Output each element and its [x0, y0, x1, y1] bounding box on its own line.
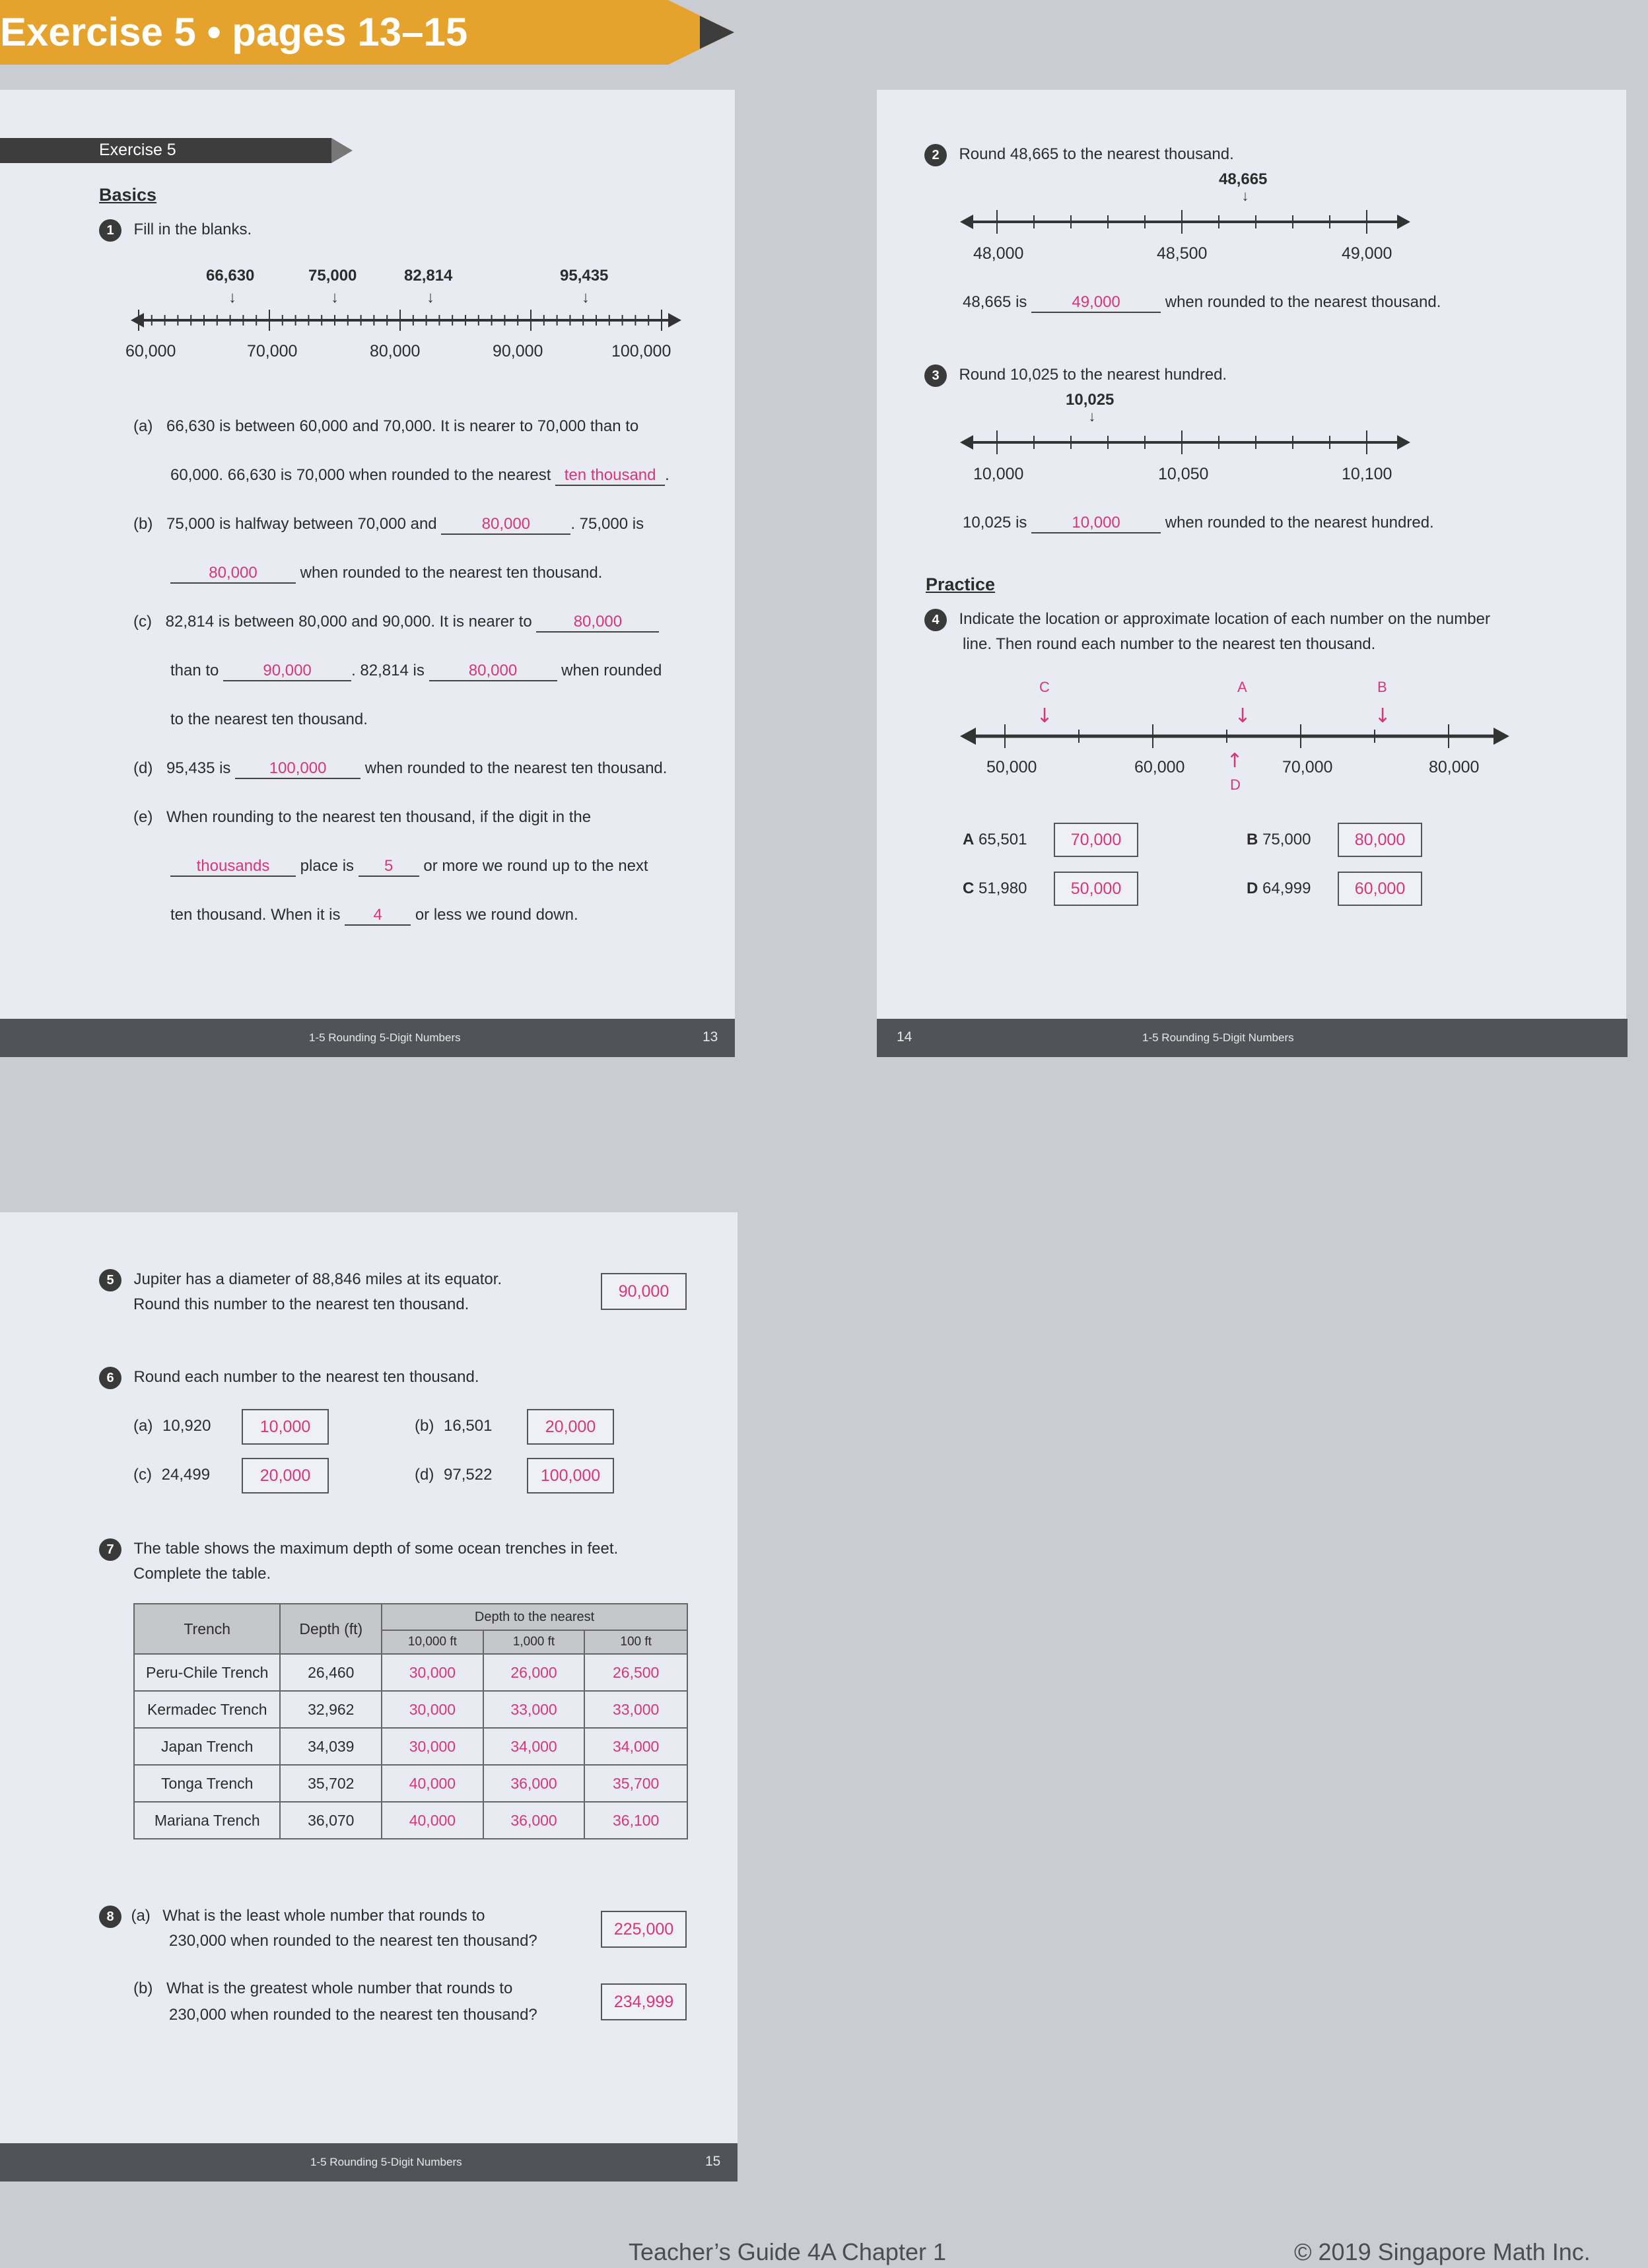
q4-letter-a: A [1237, 679, 1247, 695]
q6-item-a-value: 10,920 [162, 1417, 211, 1435]
q3-pre: 10,025 is [963, 514, 1027, 532]
footer-title: 1-5 Rounding 5-Digit Numbers [309, 1031, 461, 1044]
q6-item-c-label: (c) [133, 1466, 152, 1484]
trench-depth: 32,962 [280, 1691, 382, 1728]
q2-number: 2 [924, 144, 947, 166]
svg-text:↓: ↓ [1088, 412, 1096, 425]
q1a-line2-row [170, 466, 670, 486]
q4-item-a-letter: A [963, 831, 975, 848]
depth-10000: 30,000 [382, 1691, 483, 1728]
q1e-answer-2: 5 [359, 857, 419, 877]
q6-item-a-label: (a) [133, 1417, 153, 1435]
svg-text:↓: ↓ [1374, 704, 1391, 728]
q4-item-d-letter: D [1247, 879, 1258, 897]
trench-name: Kermadec Trench [134, 1691, 280, 1728]
header-depth: Depth (ft) [280, 1604, 382, 1654]
q4-header [924, 609, 1490, 631]
q7-line1: The table shows the maximum depth of some ocean trenches in feet. [133, 1540, 619, 1558]
q1e-line2 [170, 857, 648, 877]
table-row [134, 1802, 687, 1839]
q4-ticklabel-0: 50,000 [986, 758, 1037, 776]
q1e-mid: place is [300, 857, 355, 875]
header-1000: 1,000 ft [483, 1630, 585, 1654]
q1a-line2: 60,000. 66,630 is 70,000 when rounded to the nearest [170, 466, 551, 484]
q1-header [99, 219, 252, 242]
q6-item-b [415, 1417, 492, 1435]
q1a-end: . [665, 466, 670, 484]
header-trench: Trench [134, 1604, 280, 1654]
q1c-label: (c) [133, 613, 152, 631]
table-row [134, 1728, 687, 1765]
q2-answer: 49,000 [1031, 293, 1161, 313]
q4-letter-c: C [1039, 679, 1050, 695]
q4-letter-b: B [1377, 679, 1387, 695]
q2-ticklabel-0: 48,000 [973, 244, 1024, 263]
q1e-pre3: ten thousand. When it is [170, 906, 341, 924]
q4-item-c-value: 51,980 [978, 879, 1027, 897]
page-14-footer [877, 1019, 1628, 1057]
q6-prompt: Round each number to the nearest ten thousand. [133, 1368, 479, 1386]
q4-item-b-answer: 80,000 [1338, 823, 1422, 857]
q1b-answer-2: 80,000 [170, 564, 296, 584]
guide-caption: Teacher’s Guide 4A Chapter 1 [629, 2238, 946, 2265]
q1e [133, 808, 591, 827]
page-number: 15 [705, 2154, 721, 2169]
q1c-than: than to [170, 662, 219, 679]
q1-ticklabel-1: 70,000 [247, 342, 298, 361]
page-number: 14 [897, 1029, 912, 1045]
down-arrow-icon: ↓ [331, 289, 339, 306]
svg-text:↓: ↓ [1234, 704, 1251, 728]
depth-100: 35,700 [584, 1765, 687, 1802]
q1c-answer-1: 80,000 [536, 613, 659, 633]
footer-title: 1-5 Rounding 5-Digit Numbers [310, 2156, 462, 2168]
q1e-post: or more we round up to the next [423, 857, 648, 875]
q1-ticklabel-3: 90,000 [493, 342, 543, 361]
depth-1000: 36,000 [483, 1765, 585, 1802]
q1b-post2: when rounded to the nearest ten thousand. [300, 564, 603, 582]
q1-prompt: Fill in the blanks. [133, 221, 252, 238]
exercise-tab-label: Exercise 5 [99, 141, 176, 159]
copyright: © 2019 Singapore Math Inc. [1294, 2238, 1591, 2265]
q8a-line2: 230,000 when rounded to the nearest ten thousand? [169, 1932, 537, 1950]
depth-1000: 33,000 [483, 1691, 585, 1728]
q1-ticklabel-4: 100,000 [611, 342, 671, 361]
depth-10000: 30,000 [382, 1728, 483, 1765]
q1d-pre: 95,435 is [166, 759, 231, 777]
number-line-q3 [957, 412, 1413, 471]
q4-item-a [963, 831, 1027, 849]
q3-prompt: Round 10,025 to the nearest hundred. [959, 366, 1227, 384]
depth-1000: 26,000 [483, 1654, 585, 1691]
q8b [133, 1979, 512, 1998]
trench-depth: 34,039 [280, 1728, 382, 1765]
section-practice: Practice [926, 574, 996, 594]
q8-number: 8 [99, 1906, 121, 1928]
q4-ticklabel-1: 60,000 [1134, 758, 1185, 776]
header-10000: 10,000 ft [382, 1630, 483, 1654]
q6-item-d [415, 1466, 492, 1484]
q2-ticklabel-1: 48,500 [1157, 244, 1208, 263]
q1e-line1: When rounding to the nearest ten thousand, if the digit in the [166, 808, 592, 826]
q6-item-c-answer: 20,000 [242, 1458, 329, 1494]
q2-header [924, 144, 1234, 166]
q3-ticklabel-1: 10,050 [1158, 465, 1209, 483]
q4-item-b [1247, 831, 1311, 849]
q7-header [99, 1538, 618, 1561]
q1a [133, 417, 638, 436]
trench-name: Mariana Trench [134, 1802, 280, 1839]
q3-post: when rounded to the nearest hundred. [1165, 514, 1434, 532]
q1e-label: (e) [133, 808, 153, 826]
number-line-q2 [957, 191, 1413, 251]
section-basics: Basics [99, 185, 157, 205]
q1-mark-3: 95,435 [560, 267, 609, 285]
depth-100: 26,500 [584, 1654, 687, 1691]
q6-item-d-label: (d) [415, 1466, 434, 1484]
q1b-pre: 75,000 is halfway between 70,000 and [166, 515, 437, 533]
q4-item-c-letter: C [963, 879, 975, 897]
q6-item-c-value: 24,499 [161, 1466, 211, 1484]
q4-item-d [1247, 879, 1311, 898]
q1c-answer-3: 80,000 [429, 662, 557, 681]
q1-ticklabel-2: 80,000 [370, 342, 421, 361]
q5-line2: Round this number to the nearest ten thousand. [133, 1295, 469, 1313]
svg-text:↓: ↓ [1241, 191, 1249, 204]
q5-line1: Jupiter has a diameter of 88,846 miles at its equator. [133, 1270, 502, 1288]
q6-number: 6 [99, 1367, 121, 1389]
q6-item-b-value: 16,501 [444, 1417, 493, 1435]
svg-text:↑: ↑ [1226, 749, 1243, 773]
pencil-tip-icon [700, 16, 734, 49]
q1c-answer-2: 90,000 [223, 662, 351, 681]
q1e-answer-3: 4 [345, 906, 411, 926]
header-100: 100 ft [584, 1630, 687, 1654]
header-nearest: Depth to the nearest [382, 1604, 687, 1630]
down-arrow-icon: ↓ [427, 289, 434, 306]
depth-10000: 30,000 [382, 1654, 483, 1691]
q8b-line1: What is the greatest whole number that rounds to [166, 1979, 513, 1997]
q1d-label: (d) [133, 759, 153, 777]
q3-ticklabel-2: 10,100 [1342, 465, 1392, 483]
trench-depth: 26,460 [280, 1654, 382, 1691]
trench-table [133, 1603, 688, 1839]
page-15-footer [0, 2143, 738, 2182]
q1b-line2 [170, 564, 602, 584]
q5-header [99, 1269, 502, 1291]
q1c-line3: to the nearest ten thousand. [170, 710, 368, 728]
exercise-tab-arrow [331, 138, 353, 163]
table-row [134, 1765, 687, 1802]
q1d-post: when rounded to the nearest ten thousand. [364, 759, 668, 777]
q1b-post: . 75,000 is [570, 515, 644, 533]
down-arrow-icon: ↓ [582, 289, 590, 306]
q2-answer-row [963, 293, 1441, 313]
q2-post: when rounded to the nearest thousand. [1165, 293, 1441, 311]
q1a-label: (a) [133, 417, 153, 435]
depth-1000: 36,000 [483, 1802, 585, 1839]
q3-answer-row [963, 514, 1434, 533]
q4-item-c-answer: 50,000 [1054, 872, 1138, 906]
q4-item-b-letter: B [1247, 831, 1258, 848]
footer-title: 1-5 Rounding 5-Digit Numbers [1142, 1031, 1294, 1044]
q6-item-d-value: 97,522 [444, 1466, 493, 1484]
q4-number: 4 [924, 609, 947, 631]
q2-prompt: Round 48,665 to the nearest thousand. [959, 145, 1234, 163]
depth-100: 33,000 [584, 1691, 687, 1728]
q4-item-d-answer: 60,000 [1338, 872, 1422, 906]
depth-1000: 34,000 [483, 1728, 585, 1765]
q1a-line1: 66,630 is between 60,000 and 70,000. It is nearer to 70,000 than to [166, 417, 639, 435]
q4-line1: Indicate the location or approximate location of each number on the number [959, 610, 1490, 628]
q1d [133, 759, 667, 779]
q7-number: 7 [99, 1538, 121, 1561]
q4-item-a-answer: 70,000 [1054, 823, 1138, 857]
q3-answer: 10,000 [1031, 514, 1161, 533]
q3-header [924, 364, 1227, 387]
q4-ticklabel-2: 70,000 [1282, 758, 1333, 776]
depth-100: 34,000 [584, 1728, 687, 1765]
q1-number: 1 [99, 219, 121, 242]
depth-10000: 40,000 [382, 1802, 483, 1839]
q4-line2: line. Then round each number to the nearest ten thousand. [963, 635, 1376, 653]
q1c [133, 613, 659, 633]
trench-name: Peru-Chile Trench [134, 1654, 280, 1691]
q6-item-a-answer: 10,000 [242, 1409, 329, 1445]
down-arrow-icon: ↓ [228, 289, 236, 306]
q3-number: 3 [924, 364, 947, 387]
q1e-line3 [170, 906, 578, 926]
q1-mark-2: 82,814 [404, 267, 453, 285]
q6-item-c [133, 1466, 210, 1484]
q4-letter-d: D [1230, 776, 1241, 793]
q1c-mid: . 82,814 is [351, 662, 425, 679]
q1c-pre: 82,814 is between 80,000 and 90,000. It is nearer to [165, 613, 532, 631]
q1c-post: when rounded [561, 662, 662, 679]
banner-title: Exercise 5 • pages 13–15 [0, 0, 668, 65]
q6-item-a [133, 1417, 211, 1435]
q1b-answer-1: 80,000 [441, 515, 570, 535]
q6-item-b-label: (b) [415, 1417, 434, 1435]
trench-name: Japan Trench [134, 1728, 280, 1765]
q8b-label: (b) [133, 1979, 153, 1997]
table-row [134, 1654, 687, 1691]
trench-depth: 35,702 [280, 1765, 382, 1802]
trench-name: Tonga Trench [134, 1765, 280, 1802]
q1e-answer-1: thousands [170, 857, 296, 877]
q8b-line2: 230,000 when rounded to the nearest ten thousand? [169, 2006, 537, 2024]
q5-number: 5 [99, 1269, 121, 1291]
q4-ticklabel-3: 80,000 [1429, 758, 1480, 776]
q6-item-b-answer: 20,000 [527, 1409, 614, 1445]
q6-item-d-answer: 100,000 [527, 1458, 614, 1494]
q8a-label: (a) [131, 1907, 151, 1925]
q6-header [99, 1367, 479, 1389]
q1e-post3: or less we round down. [415, 906, 578, 924]
q4-item-c [963, 879, 1027, 898]
q1a-answer: ten thousand [555, 466, 665, 486]
q3-ticklabel-0: 10,000 [973, 465, 1024, 483]
q8a [99, 1906, 485, 1928]
q1c-line2 [170, 662, 662, 681]
depth-10000: 40,000 [382, 1765, 483, 1802]
q1-mark-0: 66,630 [206, 267, 255, 285]
q8a-line1: What is the least whole number that rounds to [162, 1907, 485, 1925]
q4-item-d-value: 64,999 [1262, 879, 1311, 897]
q8b-answer: 234,999 [601, 1983, 687, 2020]
q4-item-a-value: 65,501 [978, 831, 1027, 848]
svg-text:↓: ↓ [1036, 704, 1053, 728]
q1-mark-1: 75,000 [308, 267, 357, 285]
q4-item-b-value: 75,000 [1262, 831, 1311, 848]
q2-ticklabel-2: 49,000 [1342, 244, 1392, 263]
q1b-label: (b) [133, 515, 153, 533]
q1-ticklabel-0: 60,000 [125, 342, 176, 361]
trench-depth: 36,070 [280, 1802, 382, 1839]
q5-answer: 90,000 [601, 1273, 687, 1310]
q2-mark: 48,665 [1219, 170, 1268, 188]
q2-pre: 48,665 is [963, 293, 1027, 311]
q7-line2: Complete the table. [133, 1565, 271, 1583]
page-13-footer [0, 1019, 735, 1057]
q8a-answer: 225,000 [601, 1911, 687, 1948]
q1d-answer: 100,000 [235, 759, 360, 779]
q3-mark: 10,025 [1066, 391, 1115, 409]
depth-100: 36,100 [584, 1802, 687, 1839]
table-row [134, 1691, 687, 1728]
q1b [133, 515, 644, 535]
page-number: 13 [703, 1029, 718, 1045]
